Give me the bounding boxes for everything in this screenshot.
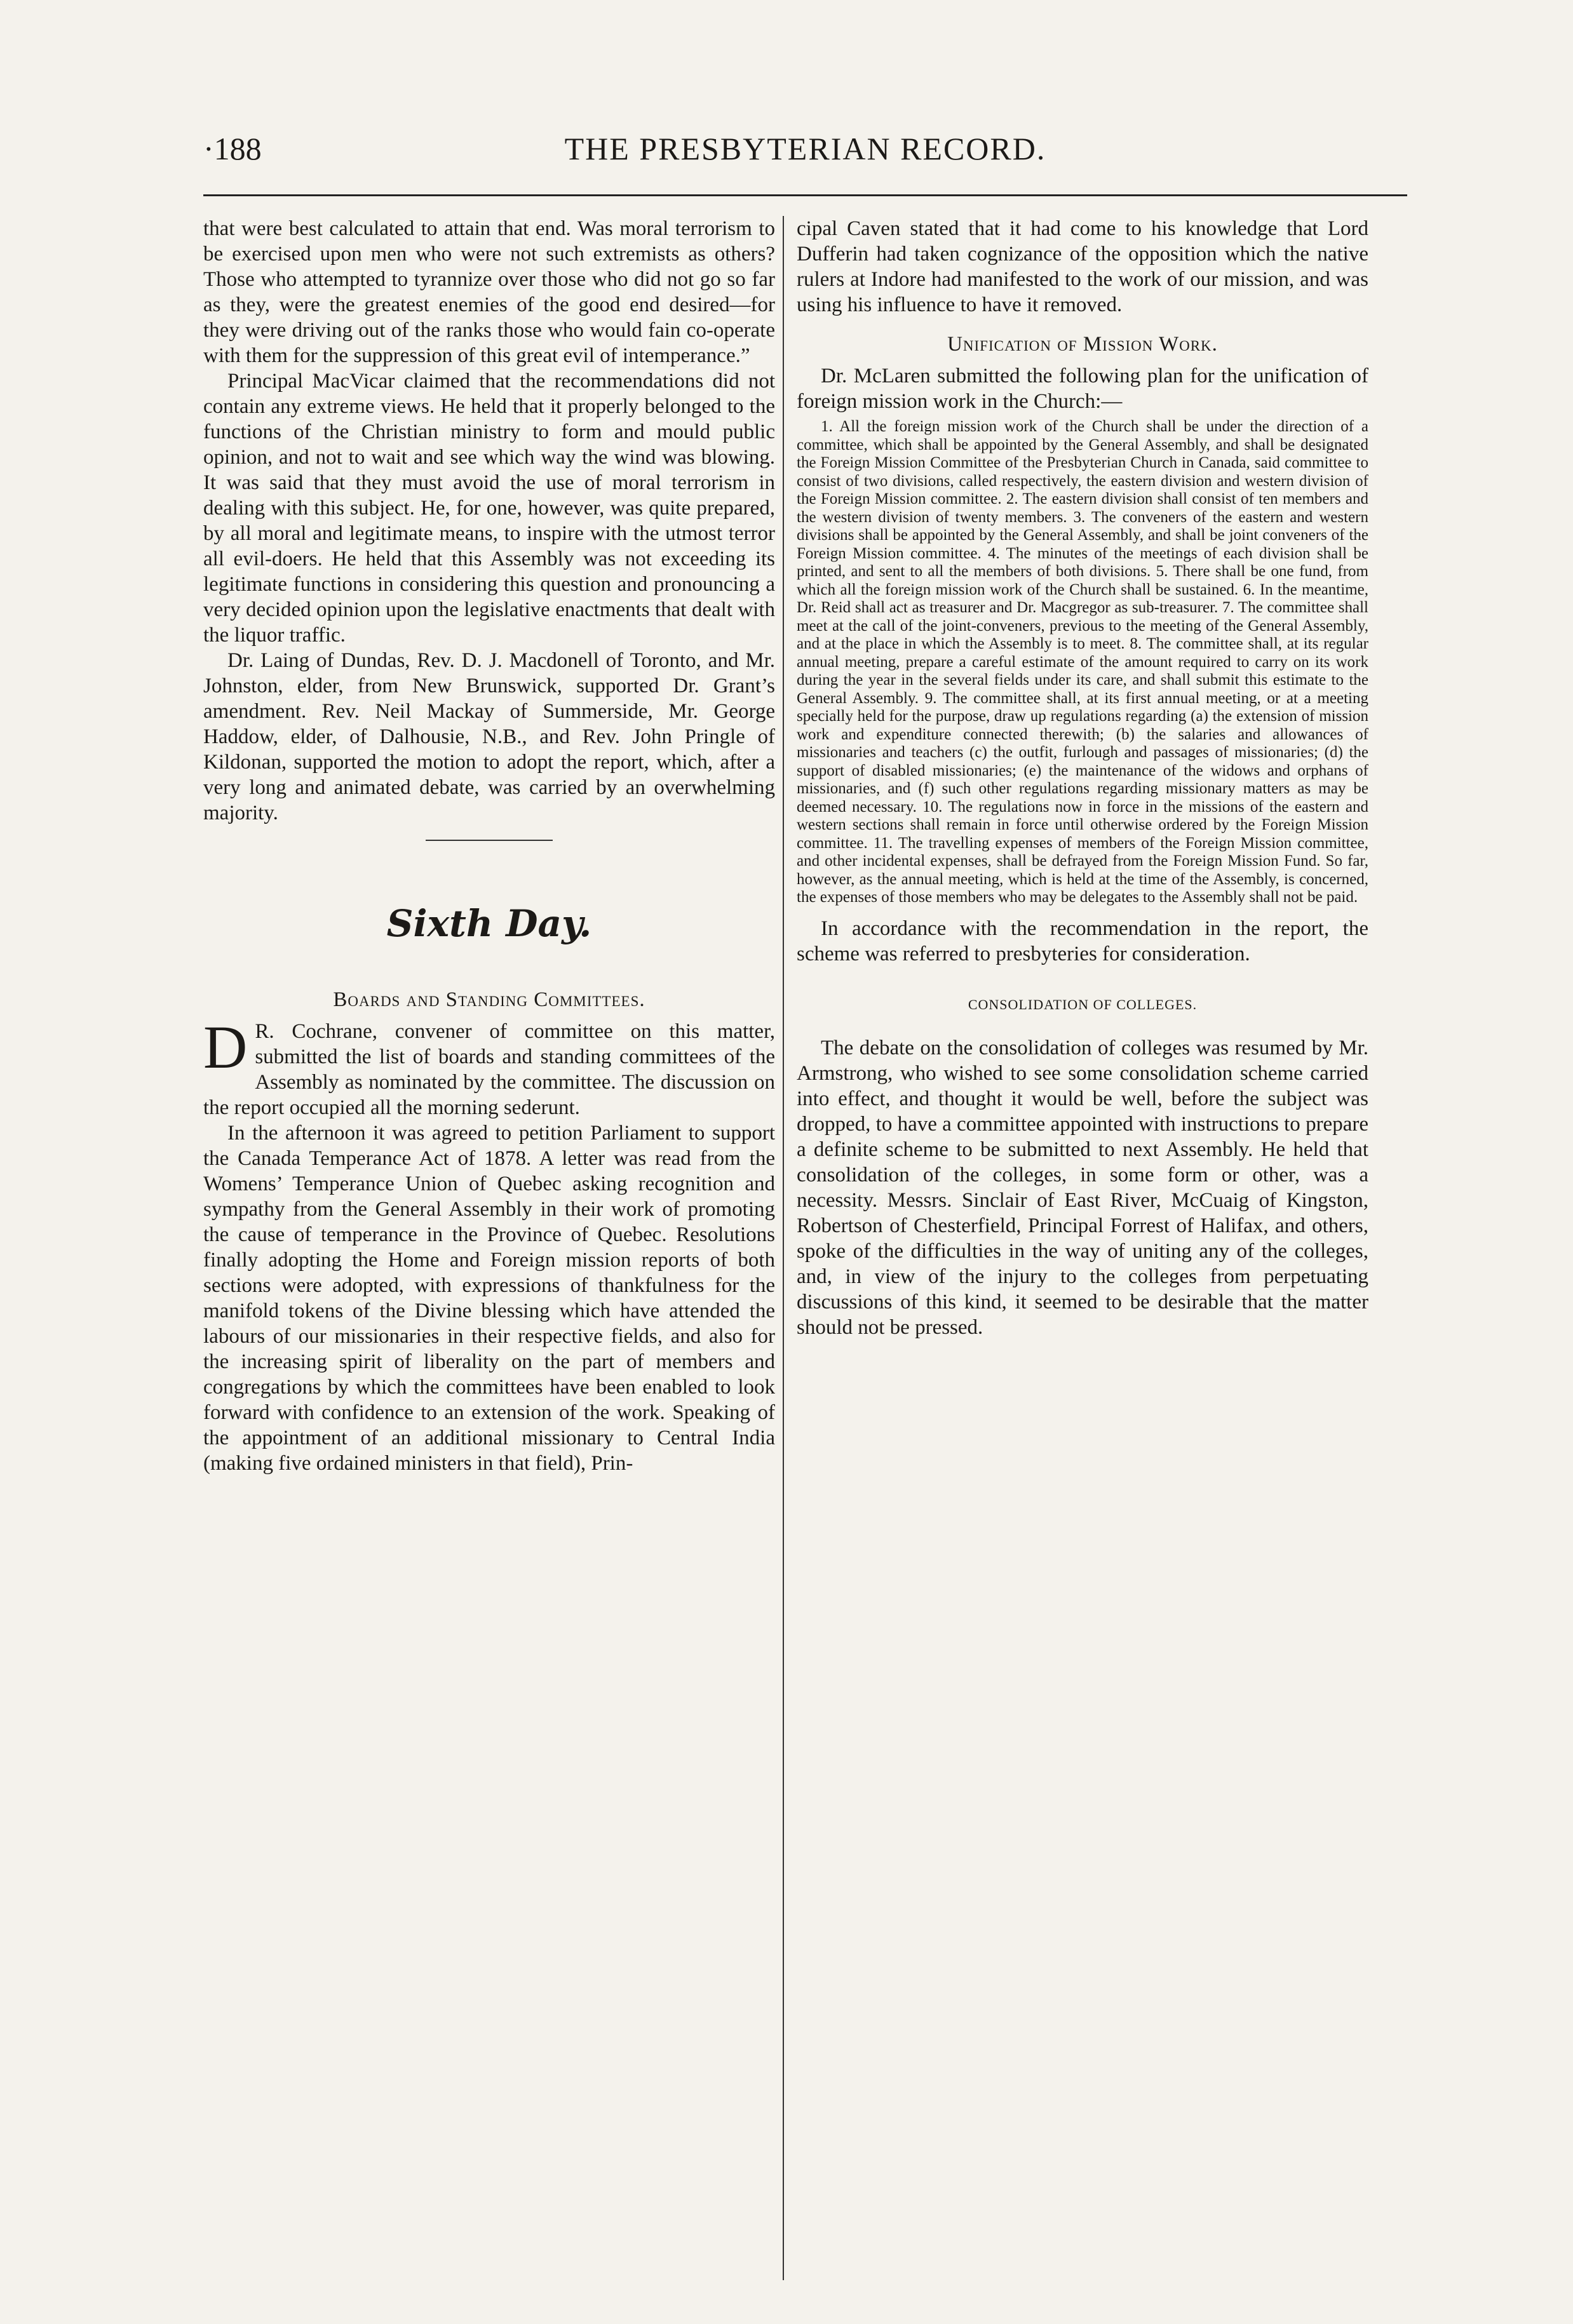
section-divider <box>426 840 553 841</box>
paragraph: Dr. Laing of Dundas, Rev. D. J. Macdonell of Toronto, and Mr. Johnston, elder, from New Brunswick, supported Dr. Grant’s amendment. Rev. Neil Mackay of Summerside, Mr. George Haddow, elder, of Dalhousie, N.B., and Rev. John Pringle of Kildonan, supported the motion to adopt the report, which, after a very long and animated debate, was carried by an overwhelming majority. <box>203 649 775 824</box>
paragraph: cipal Caven stated that it had come to his knowledge that Lord Dufferin had taken cognizance of the opposition which the native rulers at Indore had manifested to the work of our mission, and was using his influence to have it removed. <box>797 217 1368 316</box>
section-heading: CONSOLIDATION OF COLLEGES. <box>968 996 1198 1012</box>
left-column <box>203 216 775 1476</box>
page-number: ·188 <box>203 131 262 166</box>
journal-title: THE PRESBYTERIAN RECORD. <box>564 131 1046 166</box>
paragraph: Dr. McLaren submitted the following plan for the unification of foreign mission work in the Church:— <box>797 365 1368 413</box>
paragraph: Principal MacVicar claimed that the recommendations did not contain any extreme views. He held that it properly belonged to the functions of the Christian ministry to form and mould public opinion, and not to wait and see which way the wind was blowing. It was said that they must avoid the use of moral terrorism in dealing with this subject. He, for one, however, was quite prepared, by all moral and legitimate means, to inspire with the utmost terror all evil-doers. He held that this Assembly was not exceeding its legitimate functions in considering this question and pronouncing a very decided opinion upon the legislative enactments that dealt with the liquor traffic. <box>203 370 775 647</box>
paragraph: that were best calculated to attain that end. Was moral terrorism to be exercised upon men who were not such extremists as others? Those who attempted to tyrannize over those who did not go so far as they, were the greatest enemies of the good end desired—for they were driving out of the ranks those who would fain co-operate with them for the suppression of this great evil of intemperance.” <box>203 217 775 367</box>
paragraph: The debate on the consolidation of colleges was resumed by Mr. Armstrong, who wished to see some consolidation scheme carried into effect, and thought it would be well, before the subject was dropped, to have a committee appointed with instructions to prepare a definite scheme to be submitted to next Assembly. He held that consolidation of the colleges, in some form or other, was a necessity. Messrs. Sinclair of East River, McCuaig of Kingston, Robertson of Chesterfield, Principal Forrest of Halifax, and others, spoke of the difficulties in the way of uniting any of the colleges, and, in view of the injury to the colleges from perpetuating discussions of this kind, it seemed to be desirable that the matter should not be pressed. <box>797 1036 1368 1339</box>
paragraph-with-dropcap <box>203 1013 775 1120</box>
mission-plan: 1. All the foreign mission work of the Church shall be under the direction of a committee, which shall be appointed by the General Assembly, and shall be designated the Foreign Mission Committee of the Presbyterian Church in Canada, said committee to consist of two divisions, called respectively, the eastern division and western division of the Foreign Mission committee. 2. The eastern division shall consist of ten members and the western division of twenty members. 3. The conveners of the eastern and western divisions shall be appointed by the General Assembly, and shall be joint conveners of the Foreign Mission committee. 4. The minutes of the meetings of each division shall be printed, and sent to all the members of both divisions. 5. There shall be one fund, from which all the foreign mission work of the Church shall be sustained. 6. In the meantime, Dr. Reid shall act as treasurer and Dr. Macgregor as sub-treasurer. 7. The committee shall meet at the call of the joint-conveners, previous to the meeting of the General Assembly, and at the place in which the Assembly is to meet. 8. The committee shall, at its regular annual meeting, prepare a careful estimate of the amount required to carry on its work during the year in the several fields under its care, and shall submit this estimate to the General Assembly. 9. The committee shall, at its first annual meeting, or at a meeting specially held for the purpose, draw up regulations regarding (a) the extension of mission work and expenditure connected therewith; (b) the salaries and allowances of missionaries and teachers (c) the outfit, furlough and passages of missionaries; (d) the support of disabled missionaries; (e) the maintenance of the widows and orphans of missionaries, and (f) such other regulations regarding missionary matters as may be deemed necessary. 10. The regulations now in force in the missions of the eastern and western sections shall remain in force until otherwise ordered by the Foreign Mission committee. 11. The travelling expenses of members of the Foreign Mission committee, and other incidental expenses, shall be defrayed from the Foreign Mission Fund. So far, however, as the annual meeting, which is held at the time of the Assembly, is concerned, the expenses of those members who may be delegates to the Assembly shall not be paid. <box>797 418 1368 906</box>
day-heading: Sixth Day. <box>386 902 592 945</box>
section-heading: Boards and Standing Committees. <box>333 988 645 1011</box>
column-divider <box>783 216 784 2280</box>
page-header <box>203 130 1407 175</box>
section-heading: Unification of Mission Work. <box>947 333 1218 356</box>
paragraph-text: R. Cochrane, convener of committee on this matter, submitted the list of boards and standing committees of the Assembly as nominated by the committee. The discussion on the report occupied all the morning sederunt. <box>203 1020 775 1119</box>
paragraph: In the afternoon it was agreed to petition Parliament to support the Canada Temperance Act of 1878. A letter was read from the Womens’ Temperance Union of Quebec asking recognition and sympathy from the General Assembly in their work of promoting the cause of temperance in the Province of Quebec. Resolutions finally adopting the Home and Foreign mission reports of both sections were adopted, with expressions of thankfulness for the manifold tokens of the Divine blessing which have attended the labours of our missionaries in their respective fields, and also for the increasing spirit of liberality on the part of members and congregations by which the committees have been enabled to look forward with confidence to an extension of the work. Speaking of the appointment of an additional missionary to Central India (making five ordained ministers in that field), Prin- <box>203 1122 775 1475</box>
paragraph: In accordance with the recommendation in the report, the scheme was referred to presbyteries for consideration. <box>797 917 1368 965</box>
right-column <box>797 216 1368 1340</box>
header-rule <box>203 194 1407 196</box>
drop-cap: D <box>203 1013 248 1081</box>
